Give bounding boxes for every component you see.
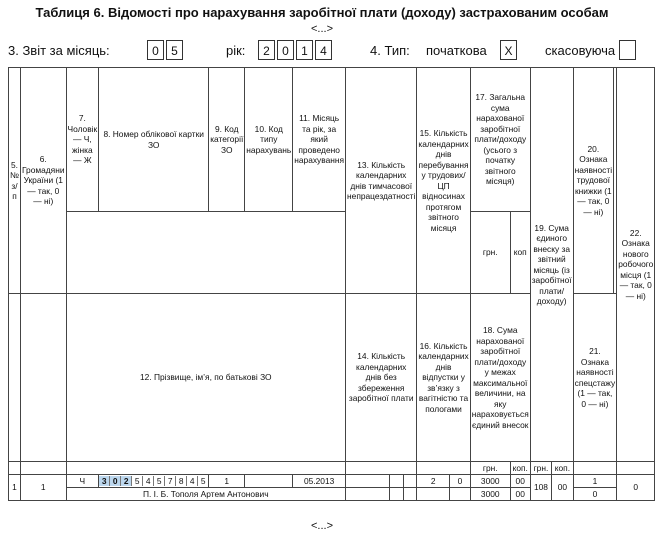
- year-digit-2[interactable]: 0: [277, 40, 294, 60]
- name-label: П. І. Б.: [142, 488, 169, 499]
- cell-unpaid-days[interactable]: [403, 475, 417, 488]
- card-digit: 5: [132, 476, 143, 487]
- cell-citizen[interactable]: 1: [20, 475, 66, 501]
- cell-sick-days[interactable]: [346, 475, 390, 488]
- header-grn-18: грн.: [470, 462, 510, 475]
- cancel-checkbox[interactable]: [619, 40, 636, 60]
- header-kop-18: коп.: [510, 462, 530, 475]
- card-digit: 5: [154, 476, 165, 487]
- cell-limited-kop[interactable]: 00: [510, 488, 530, 501]
- header-c8: 8. Номер облікової картки ЗО: [99, 68, 209, 212]
- type-label: 4. Тип:: [370, 43, 410, 58]
- ellipsis-bottom: <...>: [310, 520, 334, 532]
- cell-category[interactable]: 1: [209, 475, 245, 488]
- initial-checkbox[interactable]: X: [500, 40, 517, 60]
- year-digit-3[interactable]: 1: [296, 40, 313, 60]
- cell-special[interactable]: 0: [573, 488, 617, 501]
- cell-gender[interactable]: Ч: [66, 475, 99, 488]
- table-title: Таблиця 6. Відомості про нарахування заробітної плати (доходу) застрахованим особам: [35, 5, 609, 20]
- header-c6: 6. Громадяни України (1 — так, 0 — ні): [20, 68, 66, 294]
- cell-limited-grn[interactable]: 3000: [470, 488, 510, 501]
- card-digit: 3: [99, 476, 110, 487]
- header-c21: 21. Ознака наявності спецстажу (1 — так, 0 — ні): [573, 294, 617, 462]
- cell-total-kop[interactable]: 00: [510, 475, 530, 488]
- header-c18: 18. Сума нарахованої заробітної плати/доходу у межах максимальної величини, на яку нараховується єдиний внесок: [470, 294, 530, 462]
- card-digit: 2: [121, 476, 132, 487]
- year-digit-4[interactable]: 4: [315, 40, 332, 60]
- header-c22: 22. Ознака нового робочого місця (1 — так, 0 — ні): [617, 68, 655, 462]
- cell-maternity-days[interactable]: [450, 488, 471, 501]
- cell-work-days-b[interactable]: 0: [450, 475, 471, 488]
- header-grn-19: грн.: [530, 462, 551, 475]
- header-c16: 16. Кількість календарних днів відпустки у зв’язку з вагітністю та пологами: [417, 294, 470, 462]
- cell-card-number[interactable]: [99, 475, 209, 488]
- header-c11: 11. Місяць та рік, за який проведено нарахування: [293, 68, 346, 212]
- cell-accrual-type[interactable]: [245, 475, 293, 488]
- header-c15: 15. Кількість календарних днів перебування у трудових/ЦП відносинах протягом звітного місяця: [417, 68, 470, 294]
- header-c7: 7. Чоловік — Ч, жінка — Ж: [66, 68, 99, 212]
- card-digit: 4: [187, 476, 198, 487]
- table-row: [9, 475, 655, 488]
- cell-num[interactable]: 1: [9, 475, 21, 501]
- month-digit-1[interactable]: 0: [147, 40, 164, 60]
- header-c13: 13. Кількість календарних днів тимчасової непрацездатності: [346, 68, 417, 294]
- header-c5: 5. № з/п: [9, 68, 21, 294]
- header-grn-17: грн.: [470, 212, 510, 294]
- month-digit-2[interactable]: 5: [166, 40, 183, 60]
- name-value: Тополя Артем Антонович: [170, 488, 269, 499]
- card-digit: 4: [143, 476, 154, 487]
- header-c17: 17. Загальна сума нарахованої заробітної плати/доходу (усього з початку звітного місяця): [470, 68, 530, 212]
- header-c9: 9. Код категорії ЗО: [209, 68, 245, 212]
- accrual-table: [8, 67, 655, 501]
- card-digit: 0: [110, 476, 121, 487]
- header-kop-19: коп.: [552, 462, 573, 475]
- cell-period[interactable]: 05.2013: [293, 475, 346, 488]
- header-c14: 14. Кількість календарних днів без збереження заробітної плати: [346, 294, 417, 462]
- header-c10: 10. Код типу нарахувань: [245, 68, 293, 212]
- cell-work-days[interactable]: 2: [417, 475, 450, 488]
- cell-work-book[interactable]: 1: [573, 475, 617, 488]
- cell-contrib-kop[interactable]: 00: [552, 475, 573, 501]
- year-digit-1[interactable]: 2: [258, 40, 275, 60]
- cell-new-place[interactable]: 0: [617, 475, 655, 501]
- cell-contrib-grn[interactable]: 108: [530, 475, 551, 501]
- report-period-row: [8, 40, 638, 62]
- year-label: рік:: [226, 43, 246, 58]
- header-c12: 12. Прізвище, ім’я, по батькові ЗО: [66, 294, 346, 462]
- cancel-label: скасовуюча: [545, 43, 616, 58]
- header-c19: 19. Сума єдиного внеску за звітний місяць (із заробітної плати/доходу): [530, 68, 573, 462]
- header-kop-17: коп: [510, 212, 530, 294]
- month-label: 3. Звіт за місяць:: [8, 43, 110, 58]
- cell-total-grn[interactable]: 3000: [470, 475, 510, 488]
- header-c20: 20. Ознака наявності трудової книжки (1 — так, 0 — ні): [573, 68, 613, 294]
- card-digit: 8: [176, 476, 187, 487]
- cell-full-name[interactable]: [66, 488, 346, 501]
- card-digit: 5: [200, 475, 206, 486]
- initial-label: початкова: [426, 43, 487, 58]
- card-digit: 7: [165, 476, 176, 487]
- ellipsis-top: <...>: [310, 23, 334, 35]
